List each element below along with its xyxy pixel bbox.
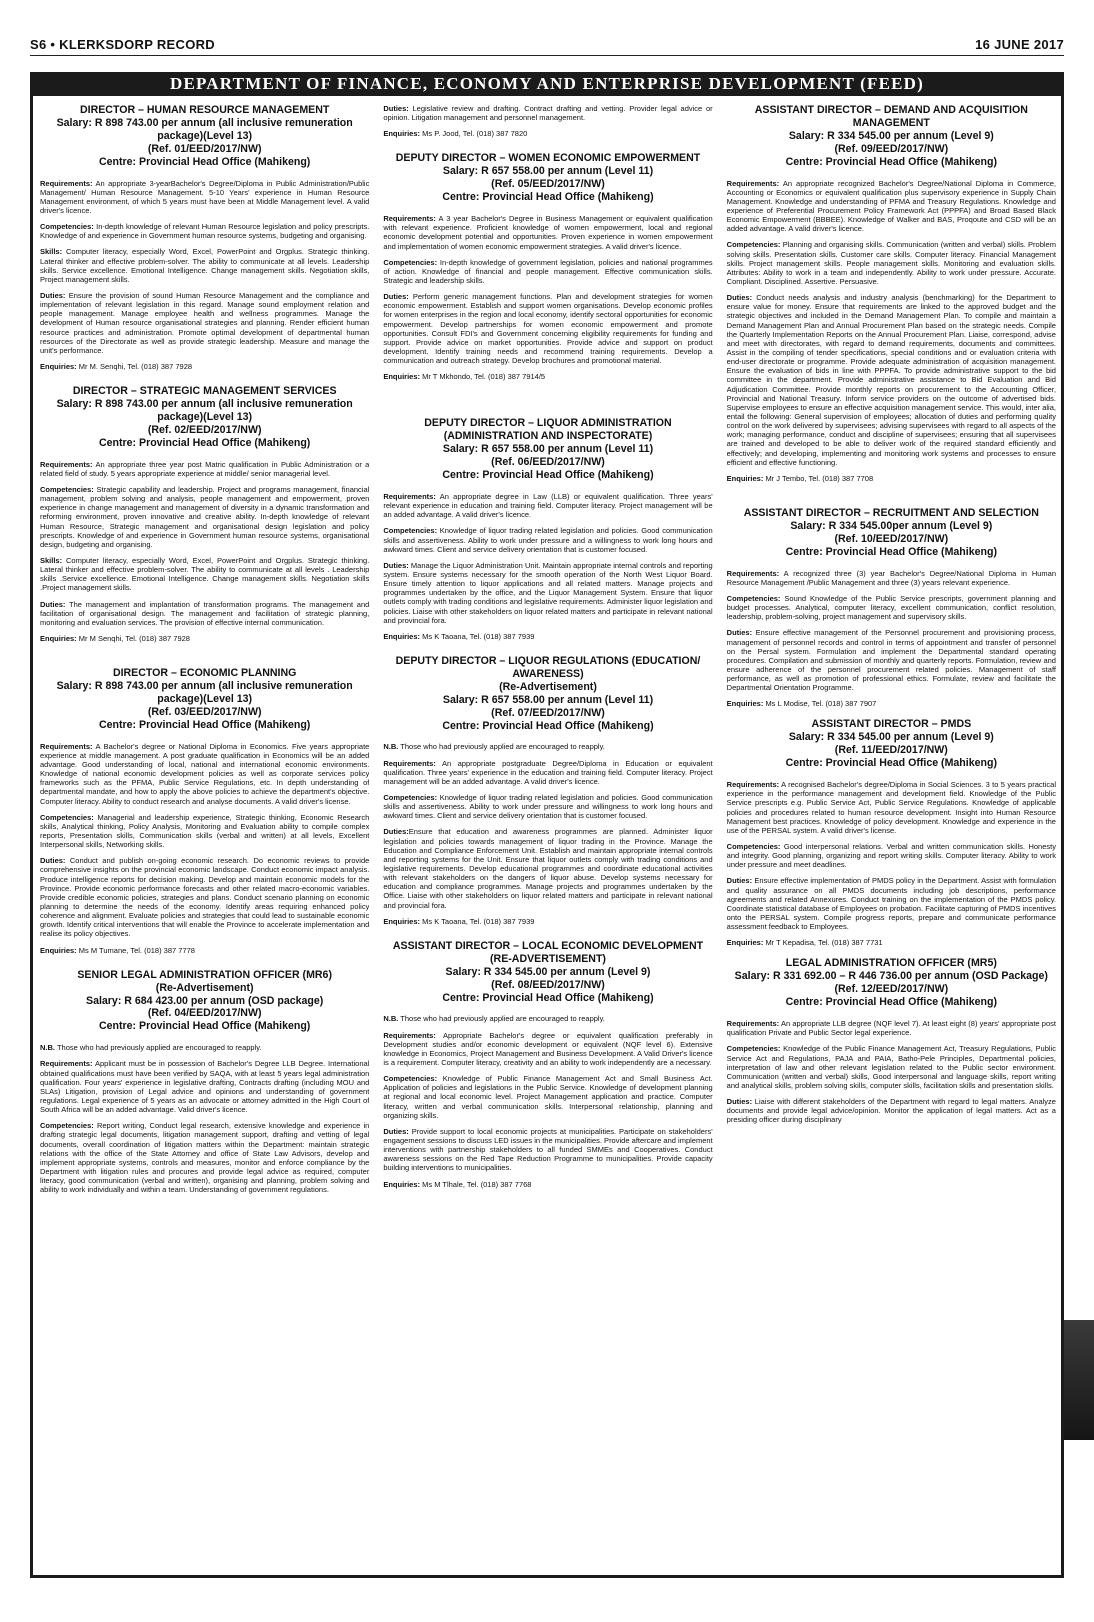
label: Competencies: <box>726 1044 781 1054</box>
duties <box>383 827 712 909</box>
job-centre: Centre: Provincial Head Office (Mahikeng) <box>442 191 654 204</box>
duties <box>383 1127 712 1173</box>
label: Duties: <box>383 104 409 113</box>
job-title: ASSISTANT DIRECTOR – DEMAND AND ACQUISITION MANAGEMENT <box>754 104 1028 129</box>
label: Competencies: <box>383 526 438 536</box>
label: Requirements: <box>383 491 436 501</box>
job-salary: Salary: R 898 743.00 per annum (all inclusive remuneration package)(Level 13) <box>56 680 353 705</box>
text: Report writing, Conduct legal research, extensive knowledge and experience in drafting strategic legal documents, litigation management support, drafting and vetting of legal documents, overall coordination of litigation matters within the Department: maintain strategic relations with the office of the State Attorney and office of State Law Advisors, develop and implement appropriate systems, controls and measures, monitor and enforce compliance by the Department with litigation rules and procures and provide legal advice as required, computer literacy, good communication (verbal and written), organising and planning, problem solving and ability to work individually and within a team. Understanding of government regulations. <box>40 1121 370 1195</box>
requirements <box>383 214 712 251</box>
competencies <box>40 222 369 240</box>
job-ad <box>40 667 369 955</box>
duties <box>727 876 1056 931</box>
label: Requirements: <box>726 178 780 188</box>
label: Competencies: <box>726 593 781 603</box>
text: Mr T Kepadisa, Tel. (018) 387 7731 <box>765 938 883 948</box>
text: Ms P. Jood, Tel. (018) 387 7820 <box>422 129 528 139</box>
requirements <box>40 742 369 806</box>
job-centre: Centre: Provincial Head Office (Mahikeng) <box>442 469 654 482</box>
competencies <box>40 813 369 850</box>
text: Strategic capability and leadership. Project and programs management, financial management, problem solving and analysis, people management and empowerment, proven experience in change management and management of diversity in a dynamic transformation and reforming environment, proven innovative and creative ability. In-depth knowledge of relevant Human Resource, Strategic management and organisational design legislation and policy prescripts. Knowledge of and experience in Government human resource systems, organisational design, budgeting and organising. <box>40 485 370 549</box>
job-ad <box>40 969 369 1195</box>
job-ref: (Ref. 06/EED/2017/NW) <box>491 456 605 469</box>
job-title: DIRECTOR – ECONOMIC PLANNING <box>112 667 297 680</box>
job-centre: Centre: Provincial Head Office (Mahikeng) <box>785 757 997 770</box>
competencies <box>727 240 1056 286</box>
label: Competencies: <box>726 842 781 852</box>
label: Duties: <box>726 876 753 886</box>
label: Duties: <box>383 827 409 837</box>
enquiries <box>383 917 712 926</box>
job-header <box>383 940 712 1005</box>
text: Mr M. Senqhi, Tel. (018) 387 7928 <box>78 362 193 371</box>
job-ref: (Ref. 01/EED/2017/NW) <box>147 142 262 155</box>
duties <box>727 628 1056 692</box>
text: In-depth knowledge of relevant Human Resource legislation and policy prescripts. Knowledge of and experience in Government human resource systems, budgeting and organising. <box>40 222 370 241</box>
competencies <box>727 1044 1056 1090</box>
label: Competencies: <box>40 812 94 822</box>
requirements <box>727 179 1056 234</box>
label: Requirements: <box>40 459 93 469</box>
duties <box>40 856 369 938</box>
skills <box>40 556 369 593</box>
column-1 <box>40 104 369 1576</box>
duties <box>727 293 1056 467</box>
job-header <box>383 417 712 482</box>
text: The management and implantation of transformation programs. The management and facilitation of organisational design. The management and facilitation of strategic planning, monitoring and evaluation services. The provision of effective internal communication. <box>40 599 370 627</box>
label: Duties: <box>383 292 409 302</box>
job-salary: Salary: R 331 692.00 – R 446 736.00 per annum (OSD Package) <box>734 970 1048 983</box>
page-edge-photo <box>1064 1320 1094 1440</box>
text: Those who had previously applied are encouraged to reapply. <box>400 1014 605 1024</box>
text: An appropriate 3-yearBachelor's Degree/Diploma in Public Administration/Public Management/ Human Resource Management. 5-10 Years' experience in Human Resource Management environment, of which 5 years must have been at Middle Management level. A valid driver's licence. <box>40 178 370 216</box>
job-header <box>383 152 712 204</box>
text: Ensure effective management of the Personnel procurement and provisioning process, management of personnel records and control in terms of appointment and transfer of personnel on the Persal system. Formulation and implement the Departmental standard operating procedures. Compilation and submission of monthly and quarterly reports. Formulation, review and ensure adherence of the personnel procurement related policies. Management of staff performance, as well as promotion of professional ethics. Formulate, review and facilitate the Departmental Orientation Programme. <box>726 628 1056 693</box>
masthead <box>30 34 1064 54</box>
text: Knowledge of liquor trading related legislation and policies. Good communication skills and assertiveness. Ability to work under pressure and willingness to work long hours and awkward times. Client and service delivery orientation that is customer focused. <box>383 793 713 821</box>
enquiries <box>383 372 712 381</box>
job-centre: Centre: Provincial Head Office (Mahikeng) <box>442 719 654 732</box>
label: Enquiries: <box>40 945 77 955</box>
text: Ensure effective implementation of PMDS policy in the Department. Assist with formulation and quality assurance on all PMDS documents including job descriptions, performance agreements and related Annexures. Conduct training on the implementation of the PMDS policy. Coordinate statistical database of Employees on probation. Facilitate capturing of PMDS incentives onto the PERSAL system. Compile progress reports, prepare and communicate performance assessment feedback to Employees. <box>726 876 1056 932</box>
job-salary: Salary: R 657 558.00 per annum (Level 11) <box>442 693 654 706</box>
text: Ensure that education and awareness programmes are planned. Administer liquor legislation and policies towards management of liquor trading in the Province. Manage the Education and Compliance Enforcement Unit. Establish and maintain appropriate internal controls and reporting systems for the Unit. Ensure that liquor outlets comply with trading conditions and legislative requirements. Develop educational programmes and coordinate educational activities with relevant stakeholders on the dangers of liquor abuse. Develop systems necessary for education and compliance programmes. Manage projects and programmes undertaken by the Office. Liaise with other stakeholders on liquor related matters and participate in relevant national and provincial fora. <box>383 827 713 910</box>
job-ad <box>727 718 1056 947</box>
text: Those who had previously applied are encouraged to reapply. <box>400 742 605 752</box>
job-ad <box>727 104 1056 483</box>
job-title: DEPUTY DIRECTOR – LIQUOR ADMINISTRATION (ADMINISTRATION AND INSPECTORATE) <box>424 417 672 443</box>
job-header <box>40 667 369 732</box>
label: Competencies: <box>40 1121 94 1131</box>
job-title: ASSISTANT DIRECTOR – LOCAL ECONOMIC DEVELOPMENT (RE-ADVERTISEMENT) <box>392 939 704 965</box>
requirements <box>40 1059 369 1114</box>
requirements <box>727 780 1056 835</box>
note <box>383 742 712 751</box>
text: Legislative review and drafting. Contract drafting and vetting. Provider legal advice or opinion. Litigation management and personnel management. <box>383 104 713 123</box>
job-centre: Centre: Provincial Head Office (Mahikeng) <box>785 545 997 558</box>
job-ref: (Ref. 05/EED/2017/NW) <box>491 178 605 191</box>
label: Requirements: <box>40 178 93 188</box>
text: Appropriate Bachelor's degree or equivalent qualification preferably in Development studies and/or economic development or equivalent (NQF level 6). Extensive knowledge in Economics, Project Management and Business Development. A Valid Driver's licence is a requirement. Computer literacy, creativity and an ability to work independently are a necessary. <box>383 1030 713 1068</box>
duties <box>40 600 369 627</box>
label: Competencies: <box>726 240 781 250</box>
job-centre: Centre: Provincial Head Office (Mahikeng) <box>98 718 311 731</box>
text: Knowledge of Public Finance Management Act and Small Business Act. Application of policies and legislations in the Public Service. Knowledge of development planning at regional and local economic level. Project Management application and practice. Computer literacy, written and verbal communication skills. Interpersonal relationship, planning and organizing skills. <box>383 1074 713 1120</box>
label: N.B. <box>383 1014 399 1024</box>
job-header <box>727 104 1056 169</box>
label: Enquiries: <box>726 938 764 948</box>
job-salary: Salary: R 898 743.00 per annum (all inclusive remuneration package)(Level 13) <box>56 398 353 423</box>
label: Duties: <box>726 293 753 303</box>
label: Competencies: <box>383 257 438 267</box>
label: Enquiries: <box>40 634 77 643</box>
label: Enquiries: <box>383 631 421 641</box>
label: Duties: <box>40 599 66 609</box>
label: Requirements: <box>726 568 780 578</box>
competencies <box>727 594 1056 621</box>
job-centre: Centre: Provincial Head Office (Mahikeng) <box>98 155 311 168</box>
label: Requirements: <box>726 780 780 790</box>
text: Ms M Tlhale, Tel. (018) 387 7768 <box>422 1179 532 1189</box>
label: Competencies: <box>383 793 438 803</box>
text: Conduct and publish on-going economic research. Do economic reviews to provide comprehensive insights on the provincial economic landscape. Conduct economic impact analysis. Produce intelligence reports for decision making. Develop and maintain economic models for the Province. Provide economic performance forecasts and other related macro-economic variables. Provide credible economic policies, strategies and plans. Conduct scenario planning on economic planning to determine the needs of the economy. Identify areas requiring enhanced policy coherence and alignment. Evaluate policies and strategies that could lead to sustainable economic growth. Identify critical interventions that will enable the Province to accelerate implementation and realise its policy objectives. <box>40 856 370 939</box>
label: Skills: <box>40 556 63 566</box>
job-ref: (Ref. 02/EED/2017/NW) <box>147 423 262 436</box>
competencies <box>40 1121 369 1194</box>
label: Competencies: <box>383 1074 438 1084</box>
requirements <box>383 1031 712 1068</box>
page-label: S6 • KLERKSDORP RECORD <box>30 36 215 52</box>
column-2 <box>383 104 712 1576</box>
enquiries <box>40 634 369 643</box>
job-title: DEPUTY DIRECTOR – LIQUOR REGULATIONS (EDUCATION/ AWARENESS) <box>395 654 701 680</box>
job-ad <box>40 385 369 643</box>
job-centre: Centre: Provincial Head Office (Mahikeng) <box>785 155 997 168</box>
text: Liaise with different stakeholders of the Department with regard to legal matters. Analyze documents and provide legal advice/opinion. Monitor the application of legal matters. Act as a presiding officer during disciplinary <box>726 1097 1056 1125</box>
job-title: SENIOR LEGAL ADMINISTRATION OFFICER (MR6) <box>77 968 332 981</box>
job-ref: (Ref. 08/EED/2017/NW) <box>491 978 605 991</box>
job-salary: Salary: R 334 545.00 per annum (Level 9) <box>788 731 994 744</box>
text: Ms K Taoana, Tel. (018) 387 7939 <box>422 916 535 926</box>
label: Competencies: <box>40 485 94 495</box>
text: An appropriate degree in Law (LLB) or equivalent qualification. Three years' relevant experience in education and training field. Computer literacy. Project management will be an added advantage. A valid driver's licence. <box>383 491 713 520</box>
label: Requirements: <box>40 1059 93 1069</box>
label: Requirements: <box>726 1019 780 1029</box>
note <box>40 1043 369 1052</box>
text: Computer literacy, especially Word, Excel, PowerPoint and Orgplus. Strategic thinking. Lateral thinker and effective problem-solver. The ability to communicate at all levels. Leadership skills. Service excellence. Emotional Intelligence. Change management skills. Negotiation skills, Project management skills. <box>40 247 370 284</box>
requirements <box>383 759 712 786</box>
duties <box>727 1097 1056 1124</box>
text: Knowledge of the Public Finance Management Act, Treasury Regulations, Public Service Act and Regulations, PAJA and PAIA, Batho-Pele Principles, Departmental policies, interpretation of law and other relevant legislation related to the Public sector environment. Communication (written and verbal) skills, Good interpersonal and language skills, report writing and analytical skills, problem solving skills, computer skills, facilitation skills and presentation skills. <box>726 1044 1056 1090</box>
text: Ms L Modise, Tel. (018) 387 7907 <box>765 699 877 709</box>
label: Competencies: <box>40 222 94 232</box>
job-salary: Salary: R 657 558.00 per annum (Level 11) <box>442 443 654 456</box>
job-salary: Salary: R 657 558.00 per annum (Level 11) <box>442 165 654 178</box>
job-ref: (Ref. 12/EED/2017/NW) <box>834 983 949 996</box>
job-ad <box>40 104 369 371</box>
job-title: DIRECTOR – STRATEGIC MANAGEMENT SERVICES <box>72 385 337 398</box>
text: An appropriate recognized Bachelor's Degree/National Diploma in Commerce, Accounting or Economics or equivalent qualification plus supervisory experience in Supply Chain Management. Knowledge and understanding of PFMA and Treasury Regulations. Knowledge and experience of Preferential Procurement Policy Framework Act (PPPFA) and Broad Based Black Economic Empowerment (BBBEE). Knowledge of Walker and BAS, Proqoute and CSD will be an added advantage. A valid driver's licence. <box>726 178 1056 234</box>
text: A Bachelor's degree or National Diploma in Economics. Five years appropriate experience at middle management. A post graduate qualification in Economics will be an added advantage. Good understanding of local, national and international economic environments. Knowledge of national economic development policies as well as corporate services policy frameworks such as the PFMA, Public Service Regulations, etc. In depth understanding of departmental mandate, and how to apply the above policies to achieve the department's objective. Computer literacy. Ability to conduct research and analyse documents. A valid driver's license. <box>40 741 370 806</box>
job-salary: Salary: R 334 545.00 per annum (Level 9) <box>788 129 994 142</box>
label: N.B. <box>40 1043 55 1053</box>
enquiries <box>40 946 369 955</box>
job-ref: (Ref. 11/EED/2017/NW) <box>834 744 948 757</box>
text: An appropriate three year post Matric qualification in Public Administration or a related field of study. 5 years appropriate experience at middle/ senior managerial level. <box>40 459 370 478</box>
competencies <box>383 526 712 553</box>
job-title: ASSISTANT DIRECTOR – PMDS <box>811 718 972 731</box>
column-3 <box>727 104 1056 1576</box>
job-title: DIRECTOR – HUMAN RESOURCE MANAGEMENT <box>79 104 330 116</box>
skills <box>40 247 369 284</box>
label: Requirements: <box>40 741 93 751</box>
requirements <box>40 460 369 478</box>
job-ref: (Ref. 10/EED/2017/NW) <box>834 532 949 545</box>
label: Enquiries: <box>383 372 421 382</box>
duties <box>383 292 712 365</box>
label: Enquiries: <box>383 1179 421 1189</box>
competencies <box>383 793 712 820</box>
text: Planning and organising skills. Communication (written and verbal) skills. Problem solving skills. Presentation skills. Customer care skills. Computer literacy. Financial Management skills. Project management skills. People management skills. Monitoring and evaluation skills. Attributes: Ability to work in a team and independently. Ability to work under pressure. Accurate. Compliant. Disciplined. Assertive. Persuasive. <box>726 240 1056 287</box>
job-ad-continued <box>383 104 712 138</box>
job-header <box>40 104 369 169</box>
enquiries <box>40 362 369 371</box>
label: Enquiries: <box>40 362 77 371</box>
competencies <box>40 485 369 549</box>
job-readvert: (Re-Advertisement) <box>499 680 597 693</box>
department-banner: DEPARTMENT OF FINANCE, ECONOMY AND ENTERPRISE DEVELOPMENT (FEED) <box>30 72 1064 96</box>
job-salary: Salary: R 334 545.00per annum (Level 9) <box>790 519 993 532</box>
text: Applicant must be in possession of Bachelor's Degree LLB Degree. International obtained qualifications must have been verified by SAQA, with at least 5 years legal administration qualification. Four years' experience in legislative drafting, Contracts drafting (including MOU and SLAs) Litigation, provision of Legal advice and opinions and understanding of government regulations. Legal experience of 5 years as an advocate or attorney admitted in the High Court of South Africa will be an added advantage. Valid driver's licence. <box>40 1059 370 1115</box>
text: Computer literacy, especially Word, Excel, PowerPoint and Orgplus. Strategic thinking. Lateral thinker and effective problem-solver. The ability to communicate at all levels . Leadership skills .Service excellence. Emotional Intelligence. Change management skills. Negotiation skills .Project management skills. <box>40 556 370 593</box>
label: Requirements: <box>383 1030 436 1040</box>
label: Requirements: <box>383 214 436 224</box>
issue-date: 16 JUNE 2017 <box>975 36 1064 52</box>
label: Duties: <box>40 856 66 866</box>
duties <box>40 291 369 355</box>
job-header <box>727 957 1056 1009</box>
job-header <box>40 969 369 1034</box>
requirements <box>727 569 1056 587</box>
text: An appropriate postgraduate Degree/Diploma in Education or equivalent qualification. Three years' experience in the education and training field. Computer literacy. Project management will be an added advantage. A valid driver's licence. <box>383 758 713 786</box>
competencies <box>383 1074 712 1120</box>
text: Conduct needs analysis and industry analysis (benchmarking) for the Department to ensure value for money. Ensure that requirements are linked to the approved budget and the strategic objectives and included in the Demand Management Plan. To compile and maintain a Demand Management Plan and Annual Procurement Plan based on the strategic needs. Compile the Quarterly Implementation Reports on the Annual Procurement Plan. Liaise, correspond, advise and meet with directorates, with regard to demand requirements, documents and committees. Assist in the compiling of tender specifications, special conditions and or evaluation criteria with end-user directorate or programme. Provide adequate administration of acquisition management. Ensure the evaluation of bids in line with PPPFA. To provide administrative support to the bid committee in the department. Provide administrative assistance to Bid Evaluation and Bid Adjudication Committee. Provide monthly reports on procurement to the Accounting Officer, Provincial and National Treasury. Inform service providers on the outcome of advertised bids. Supervise employees to ensure an effective acquisition management service. This would, inter alia, entail the following: General supervision of employees; allocation of duties and performing quality control on the work delivered by supervisees; advising supervisees with regard to all aspects of the work; managing performance, conduct and discipline of supervisees; ensuring that all supervisees are trained and developed to be able to deliver work of the required standard efficiently and effectively; and developing, implementing and monitoring work systems and processes to ensure efficient and effective functioning. <box>726 293 1056 467</box>
job-ad <box>383 940 712 1189</box>
competencies <box>727 842 1056 869</box>
note <box>383 1014 712 1023</box>
label: Duties: <box>383 560 409 570</box>
label: Duties: <box>40 291 66 301</box>
job-centre: Centre: Provincial Head Office (Mahikeng) <box>98 1020 311 1033</box>
job-ad <box>727 957 1056 1124</box>
text: Perform generic management functions. Plan and development strategies for women economic empowerment. Establish and support women organisations. Develop economic profiles for women enterprises in the region and local economy, identify sectoral opportunities for economic empowerment. Develop partnerships for women economic empowerment and promote opportunities. Consult FDI's and Government concerning eligibility requirements for funding and support. Provide advice on market opportunities. Provide advice and support on product development. Identify training needs and recommend training requirements. Develop a communication and outreach strategy. Develop brochures and promotional material. <box>383 292 713 366</box>
job-header <box>727 507 1056 559</box>
text: In-depth knowledge of government legislation, policies and national programmes of action. Knowledge of financial and people management. Effective communication skills. Strategic and leadership skills. <box>383 257 713 285</box>
advert-columns <box>40 104 1056 1576</box>
job-title: LEGAL ADMINISTRATION OFFICER (MR5) <box>785 957 997 970</box>
requirements <box>727 1019 1056 1037</box>
text: Managerial and leadership experience, Strategic thinking, Economic Research skills, Analytical thinking, Policy Analysis, Monitoring and Evaluation ability to compile complex reports, Presentation skills, Communication skills (verbal and written) at all levels, Excellent Interpersonal skills, Networking skills. <box>40 812 370 850</box>
text: Manage the Liquor Administration Unit. Maintain appropriate internal controls and reporting system. Ensure systems necessary for the smooth operation of the North West Liquor Board. Ensure timely attention to liquor applications and all related matters. Manage projects and programmes undertaken by the office, and the Liquor Management System. Ensure that liquor outlets comply with trading conditions and legislative requirements. Administer liquor legislation and policies. Liaise with other stakeholders on liquor related matters and participate in relevant national and provincial fora. <box>383 560 713 625</box>
text: A recognised Bachelor's degree/Diploma in Social Sciences. 3 to 5 years practical experience in the performance management and development field. Knowledge of the Public Service prescripts e.g. Public Service Act, Public Service Regulations. Knowledge of applicable policies and procedures related to human resource development. Insight into Human Resource Management best practices. Knowledge of policy development. Knowledge and experience in the use of the PERSAL system. A valid driver's license. <box>726 780 1056 835</box>
job-centre: Centre: Provincial Head Office (Mahikeng) <box>442 991 654 1004</box>
label: Enquiries: <box>726 699 764 709</box>
job-salary: Salary: R 898 743.00 per annum (all inclusive remuneration package)(Level 13) <box>56 116 353 142</box>
text: A recognized three (3) year Bachelor's Degree/National Diploma in Human Resource Management /Public Management and three (3) years relevant experience. <box>726 568 1056 587</box>
enquiries <box>383 129 712 138</box>
job-ref: (Ref. 03/EED/2017/NW) <box>147 705 262 718</box>
enquiries <box>727 699 1056 708</box>
text: Mr T Mkhondo, Tel. (018) 387 7914/5 <box>422 372 546 382</box>
masthead-rule <box>30 55 1064 56</box>
text: Those who had previously applied are encouraged to reapply. <box>56 1043 262 1053</box>
job-centre: Centre: Provincial Head Office (Mahikeng) <box>98 436 311 449</box>
duties <box>383 104 712 122</box>
job-header <box>40 385 369 450</box>
text: Good interpersonal relations. Verbal and written communication skills. Honesty and integrity. Good planning, organizing and report writing skills. Computer literacy. Ability to work under pressure and meet deadlines. <box>726 842 1056 870</box>
job-salary: Salary: R 334 545.00 per annum (Level 9) <box>445 965 651 978</box>
enquiries <box>383 1180 712 1189</box>
text: Ensure the provision of sound Human Resource Management and the compliance and implementation of relevant legislation in this regard. Manage sound employment relation and people management. Manage employee health and wellness programmes. Manage the development of Human resource organisational strategies and planning. Render efficient human resource practices and administration. Promote optimal development of departmental human resources of the Directorate as well as provide strategic leadership. Measure and manage the unit's performance. <box>40 291 370 355</box>
enquiries <box>383 632 712 641</box>
job-title: DEPUTY DIRECTOR – WOMEN ECONOMIC EMPOWERMENT <box>395 152 701 165</box>
job-ad <box>383 152 712 381</box>
label: Enquiries: <box>726 473 764 483</box>
requirements <box>40 179 369 216</box>
text: An appropriate LLB degree (NQF level 7). At least eight (8) years' appropriate post qualification Private and Public Sector legal experience. <box>726 1019 1056 1038</box>
label: N.B. <box>383 742 399 752</box>
job-title: ASSISTANT DIRECTOR – RECRUITMENT AND SELECTION <box>743 506 1039 519</box>
text: Sound Knowledge of the Public Service prescripts, government planning and budget processes. Analytical, computer literacy, excellent communication, conflict resolution, leadership, problem-solving, project management and supervisory skills. <box>726 593 1056 622</box>
job-centre: Centre: Provincial Head Office (Mahikeng) <box>785 996 997 1009</box>
text: Mr J Tembo, Tel. (018) 387 7708 <box>765 473 874 483</box>
competencies <box>383 258 712 285</box>
job-ref: (Ref. 07/EED/2017/NW) <box>491 706 605 719</box>
job-ad <box>383 417 712 641</box>
text: Mr M Senqhi, Tel. (018) 387 7928 <box>78 634 190 643</box>
label: Duties: <box>726 1097 753 1107</box>
text: Knowledge of liquor trading related legislation and policies. Good communication skills and assertiveness. Ability to work under pressure and a willingness to work long hours and awkward times. Client and service delivery orientation that is customer focused. <box>383 526 713 554</box>
label: Duties: <box>726 628 753 638</box>
label: Enquiries: <box>383 916 421 926</box>
duties <box>383 561 712 625</box>
job-salary: Salary: R 684 423.00 per annum (OSD package) <box>86 994 324 1007</box>
job-header <box>383 655 712 733</box>
text: Ms M Tumane, Tel. (018) 387 7778 <box>78 945 195 955</box>
text: A 3 year Bachelor's Degree in Business Management or equivalent qualification with relevant experience. Proficient knowledge of women empowerment, local and regional economic development potential and opportunities. Proven experience in women empowerment and implementation of women economic empowerment strategies. A valid driver's licence. <box>383 214 713 251</box>
job-ref: (Ref. 04/EED/2017/NW) <box>147 1007 262 1020</box>
requirements <box>383 492 712 519</box>
job-readvert: (Re-Advertisement) <box>155 981 254 994</box>
enquiries <box>727 474 1056 483</box>
job-ad <box>383 655 712 926</box>
enquiries <box>727 938 1056 947</box>
job-ad <box>727 507 1056 709</box>
text: Ms K Taoana, Tel. (018) 387 7939 <box>422 631 535 641</box>
label: Duties: <box>383 1126 409 1136</box>
job-header <box>727 718 1056 770</box>
label: Enquiries: <box>383 129 421 139</box>
text: Provide support to local economic projects at municipalities. Participate on stakeholders' engagement sessions to discuss LED issues in the municipalities. Provide aftercare and implement interventions with partnership stakeholders to all funded SMMEs and Cooperatives. Conduct awareness sessions on the Red Tape Reduction Programme to municipalities. Provide capacity building interventions to municipalities. <box>383 1126 713 1173</box>
label: Requirements: <box>383 758 436 768</box>
job-ref: (Ref. 09/EED/2017/NW) <box>834 142 949 155</box>
label: Skills: <box>40 247 63 257</box>
